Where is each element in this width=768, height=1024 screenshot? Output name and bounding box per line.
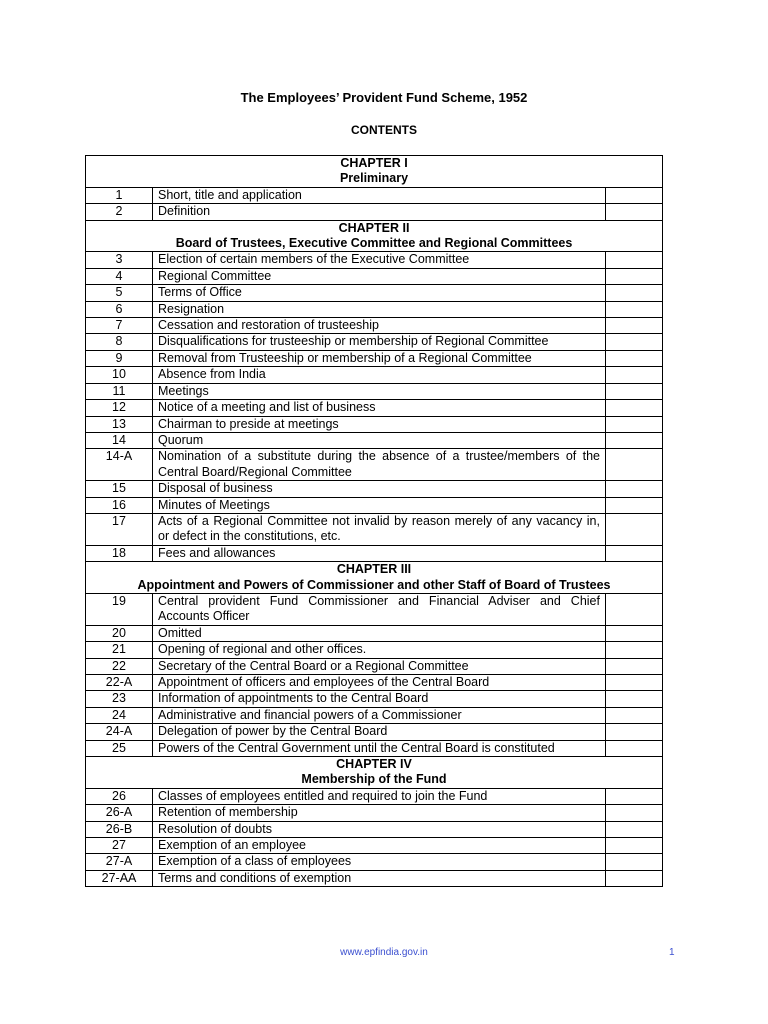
paragraph-title: Terms of Office: [153, 285, 606, 301]
page-cell: [605, 383, 662, 399]
table-row: [86, 383, 663, 399]
paragraph-title: Acts of a Regional Committee not invalid by reason merely of any vacancy in, or defect in the constitutions, etc.: [153, 513, 606, 545]
page-cell: [605, 805, 662, 821]
paragraph-title: Central provident Fund Commissioner and Financial Adviser and Chief Accounts Officer: [153, 593, 606, 625]
footer-page-number: 1: [669, 947, 675, 958]
paragraph-title: Minutes of Meetings: [153, 497, 606, 513]
chapter-header-row: [86, 156, 663, 188]
table-row: [86, 449, 663, 481]
page-cell: [605, 854, 662, 870]
paragraph-title: Administrative and financial powers of a Commissioner: [153, 707, 606, 723]
page-cell: [605, 301, 662, 317]
table-row: [86, 691, 663, 707]
chapter-number: CHAPTER I: [340, 156, 408, 170]
table-row: [86, 707, 663, 723]
page-cell: [605, 481, 662, 497]
paragraph-title: Cessation and restoration of trusteeship: [153, 318, 606, 334]
paragraph-title: Meetings: [153, 383, 606, 399]
paragraph-number: 12: [86, 400, 153, 416]
table-row: [86, 642, 663, 658]
chapter-heading: [86, 220, 663, 252]
page-cell: [605, 870, 662, 886]
paragraph-number: 22: [86, 658, 153, 674]
paragraph-number: 13: [86, 416, 153, 432]
table-row: [86, 481, 663, 497]
paragraph-title: Classes of employees entitled and required to join the Fund: [153, 788, 606, 804]
paragraph-number: 10: [86, 367, 153, 383]
paragraph-title: Powers of the Central Government until the Central Board is constituted: [153, 740, 606, 756]
table-row: [86, 724, 663, 740]
table-row: [86, 870, 663, 886]
paragraph-number: 25: [86, 740, 153, 756]
paragraph-title: Resolution of doubts: [153, 821, 606, 837]
paragraph-title: Retention of membership: [153, 805, 606, 821]
table-row: [86, 545, 663, 561]
paragraph-number: 24-A: [86, 724, 153, 740]
paragraph-number: 9: [86, 350, 153, 366]
paragraph-number: 23: [86, 691, 153, 707]
paragraph-number: 7: [86, 318, 153, 334]
paragraph-number: 22-A: [86, 675, 153, 691]
paragraph-number: 17: [86, 513, 153, 545]
page-cell: [605, 788, 662, 804]
page-cell: [605, 204, 662, 220]
paragraph-title: Chairman to preside at meetings: [153, 416, 606, 432]
table-row: [86, 821, 663, 837]
page-cell: [605, 740, 662, 756]
table-row: [86, 350, 663, 366]
page-cell: [605, 449, 662, 481]
page-cell: [605, 187, 662, 203]
paragraph-title: Disposal of business: [153, 481, 606, 497]
paragraph-title: Short, title and application: [153, 187, 606, 203]
paragraph-number: 2: [86, 204, 153, 220]
paragraph-number: 14-A: [86, 449, 153, 481]
page-cell: [605, 545, 662, 561]
paragraph-number: 24: [86, 707, 153, 723]
paragraph-title: Absence from India: [153, 367, 606, 383]
table-row: [86, 805, 663, 821]
paragraph-number: 4: [86, 268, 153, 284]
page-cell: [605, 432, 662, 448]
paragraph-number: 6: [86, 301, 153, 317]
paragraph-number: 27-A: [86, 854, 153, 870]
table-row: [86, 854, 663, 870]
table-row: [86, 268, 663, 284]
paragraph-title: Omitted: [153, 625, 606, 641]
chapter-number: CHAPTER IV: [336, 757, 412, 772]
chapter-number: CHAPTER II: [338, 220, 410, 235]
chapter-heading: [86, 156, 663, 188]
paragraph-title: Definition: [153, 204, 606, 220]
paragraph-title: Information of appointments to the Central Board: [153, 691, 606, 707]
paragraph-title: Regional Committee: [153, 268, 606, 284]
chapter-heading: [86, 757, 663, 789]
page-cell: [605, 367, 662, 383]
table-row: [86, 788, 663, 804]
table-row: [86, 334, 663, 350]
paragraph-number: 27: [86, 838, 153, 854]
paragraph-number: 26: [86, 788, 153, 804]
table-row: [86, 367, 663, 383]
table-row: [86, 497, 663, 513]
table-row: [86, 513, 663, 545]
paragraph-number: 8: [86, 334, 153, 350]
paragraph-title: Notice of a meeting and list of business: [153, 400, 606, 416]
paragraph-title: Secretary of the Central Board or a Regional Committee: [153, 658, 606, 674]
table-row: [86, 318, 663, 334]
footer-website-link[interactable]: www.epfindia.gov.in: [340, 947, 428, 958]
table-row: [86, 593, 663, 625]
paragraph-title: Opening of regional and other offices.: [153, 642, 606, 658]
chapter-header-row: [86, 757, 663, 789]
paragraph-title: Removal from Trusteeship or membership of a Regional Committee: [153, 350, 606, 366]
document-title: The Employees’ Provident Fund Scheme, 1952: [240, 90, 528, 105]
paragraph-title: Election of certain members of the Executive Committee: [153, 252, 606, 268]
paragraph-title: Quorum: [153, 432, 606, 448]
paragraph-number: 15: [86, 481, 153, 497]
page-cell: [605, 497, 662, 513]
paragraph-number: 26-B: [86, 821, 153, 837]
page-cell: [605, 658, 662, 674]
page-cell: [605, 513, 662, 545]
paragraph-title: Nomination of a substitute during the absence of a trustee/members of the Central Board/Regional Committee: [153, 449, 606, 481]
table-row: [86, 187, 663, 203]
page-cell: [605, 400, 662, 416]
page-cell: [605, 350, 662, 366]
chapter-header-row: [86, 220, 663, 252]
chapter-title: Membership of the Fund: [301, 772, 447, 787]
contents-heading: CONTENTS: [351, 123, 417, 137]
paragraph-number: 1: [86, 187, 153, 203]
table-row: [86, 301, 663, 317]
paragraph-number: 18: [86, 545, 153, 561]
page-cell: [605, 642, 662, 658]
paragraph-title: Exemption of a class of employees: [153, 854, 606, 870]
paragraph-title: Resignation: [153, 301, 606, 317]
contents-table: [85, 155, 663, 887]
chapter-number: CHAPTER III: [336, 562, 412, 577]
paragraph-number: 27-AA: [86, 870, 153, 886]
page-cell: [605, 334, 662, 350]
paragraph-title: Exemption of an employee: [153, 838, 606, 854]
table-row: [86, 400, 663, 416]
page-cell: [605, 625, 662, 641]
paragraph-title: Disqualifications for trusteeship or membership of Regional Committee: [153, 334, 606, 350]
page-cell: [605, 724, 662, 740]
page-cell: [605, 675, 662, 691]
paragraph-number: 14: [86, 432, 153, 448]
chapter-title: Preliminary: [339, 171, 409, 186]
table-row: [86, 252, 663, 268]
table-row: [86, 416, 663, 432]
page-cell: [605, 416, 662, 432]
paragraph-title: Appointment of officers and employees of the Central Board: [153, 675, 606, 691]
chapter-header-row: [86, 562, 663, 594]
paragraph-number: 26-A: [86, 805, 153, 821]
chapter-heading: [86, 562, 663, 594]
page-cell: [605, 691, 662, 707]
chapter-title: Appointment and Powers of Commissioner and other Staff of Board of Trustees: [137, 577, 611, 592]
paragraph-number: 20: [86, 625, 153, 641]
paragraph-title: Fees and allowances: [153, 545, 606, 561]
page-cell: [605, 821, 662, 837]
paragraph-number: 5: [86, 285, 153, 301]
table-row: [86, 675, 663, 691]
paragraph-number: 16: [86, 497, 153, 513]
table-row: [86, 625, 663, 641]
page-cell: [605, 252, 662, 268]
page-cell: [605, 268, 662, 284]
table-row: [86, 432, 663, 448]
chapter-title: Board of Trustees, Executive Committee and Regional Committees: [175, 236, 573, 251]
page-cell: [605, 318, 662, 334]
paragraph-number: 3: [86, 252, 153, 268]
page-cell: [605, 285, 662, 301]
page-cell: [605, 838, 662, 854]
table-row: [86, 740, 663, 756]
page-cell: [605, 707, 662, 723]
table-row: [86, 838, 663, 854]
page-cell: [605, 593, 662, 625]
paragraph-number: 19: [86, 593, 153, 625]
paragraph-title: Delegation of power by the Central Board: [153, 724, 606, 740]
paragraph-number: 21: [86, 642, 153, 658]
paragraph-title: Terms and conditions of exemption: [153, 870, 606, 886]
table-row: [86, 285, 663, 301]
paragraph-number: 11: [86, 383, 153, 399]
table-row: [86, 204, 663, 220]
table-row: [86, 658, 663, 674]
